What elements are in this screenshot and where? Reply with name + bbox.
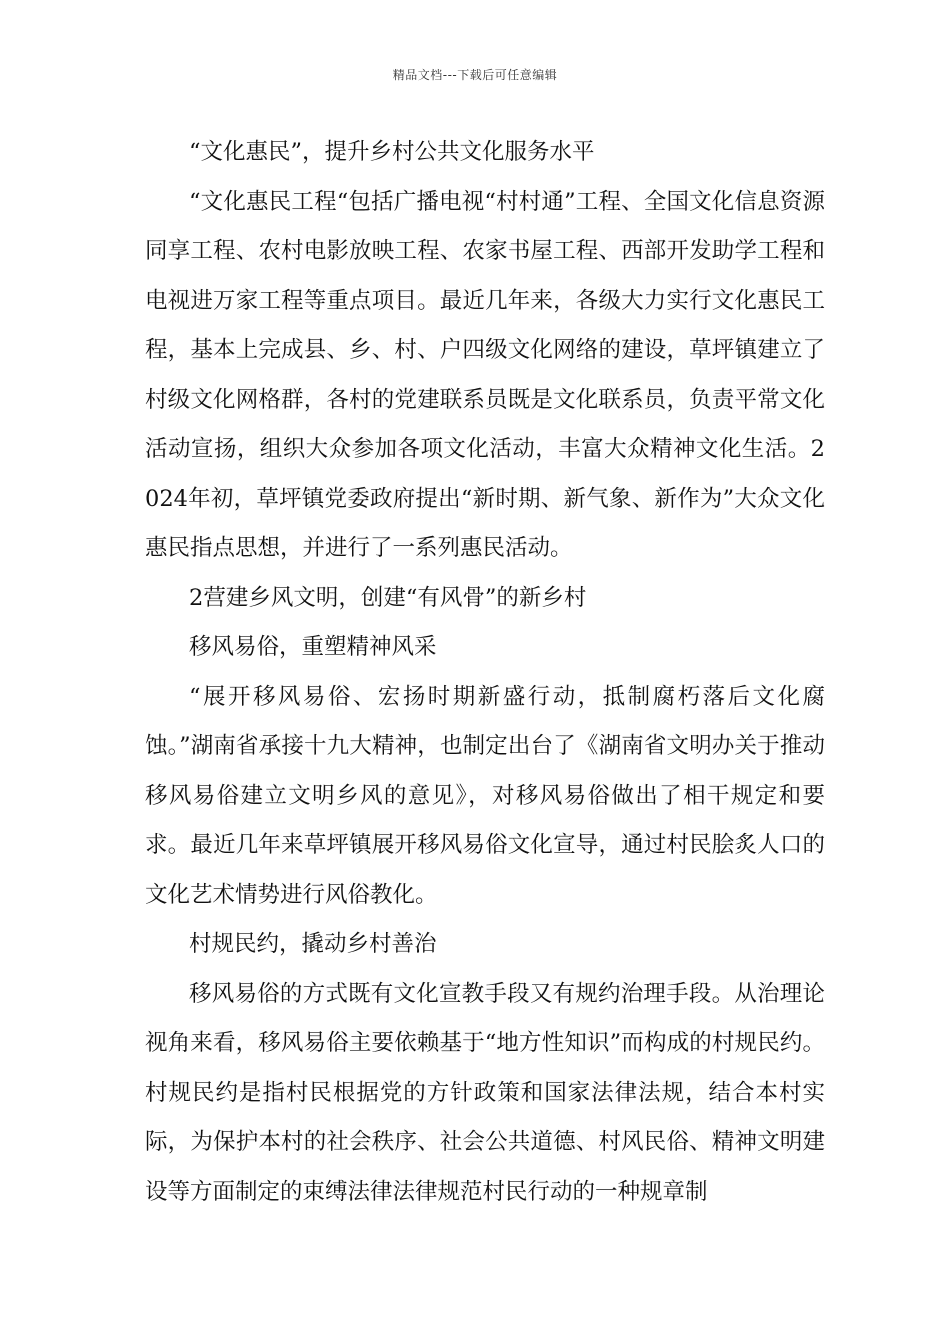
body-paragraph-village-rules: 移风易俗的方式既有文化宣教手段又有规约治理手段。从治理论视角来看，移风易俗主要依赖基于“地方性知识”而构成的村规民约。村规民约是指村民根据党的方针政策和国家法律法规，结合本村实际，为保护本村的社会秩序、社会公共道德、村风民俗、精神文明建设等方面制定的束缚法律法律规范村民行动的一种规章制 <box>145 980 825 1205</box>
body-paragraph-cultural-project: “文化惠民工程“包括广播电视“村村通”工程、全国文化信息资源同享工程、农村电影放映工程、农家书屋工程、西部开发助学工程和电视进万家工程等重点项目。最近几年来，各级大力实行文化惠民工程，基本上完成县、乡、村、户四级文化网络的建设，草坪镇建立了村级文化网格群，各村的党建联系员既是文化联系员，负责平常文化活动宣扬，组织大众参加各项文化活动，丰富大众精神文化生活。2024年初，草坪镇党委政府提出“新时期、新气象、新作为”大众文化惠民指点思想，并进行了一系列惠民活动。 <box>145 188 825 561</box>
body-paragraph-customs-reform: “展开移风易俗、宏扬时期新盛行动，抵制腐朽落后文化腐蚀。”湖南省承接十九大精神，也制定出台了《湖南省文明办关于推动移风易俗建立文明乡风的意见》，对移风易俗做出了相干规定和要求。最近几年来草坪镇展开移风易俗文化宣导，通过村民脍炙人口的文化艺术情势进行风俗教化。 <box>145 683 825 908</box>
page-header: 精品文档---下载后可任意编辑 <box>392 68 558 82</box>
subheading-customs-reform: 移风易俗，重塑精神风采 <box>189 634 437 660</box>
subheading-village-rules: 村规民约，撬动乡村善治 <box>189 931 437 957</box>
section-heading-cultural-benefit: “文化惠民”，提升乡村公共文化服务水平 <box>189 139 595 165</box>
document-body <box>145 128 825 1217</box>
section-heading-rural-civility: 2营建乡风文明，创建“有风骨”的新乡村 <box>189 584 587 611</box>
